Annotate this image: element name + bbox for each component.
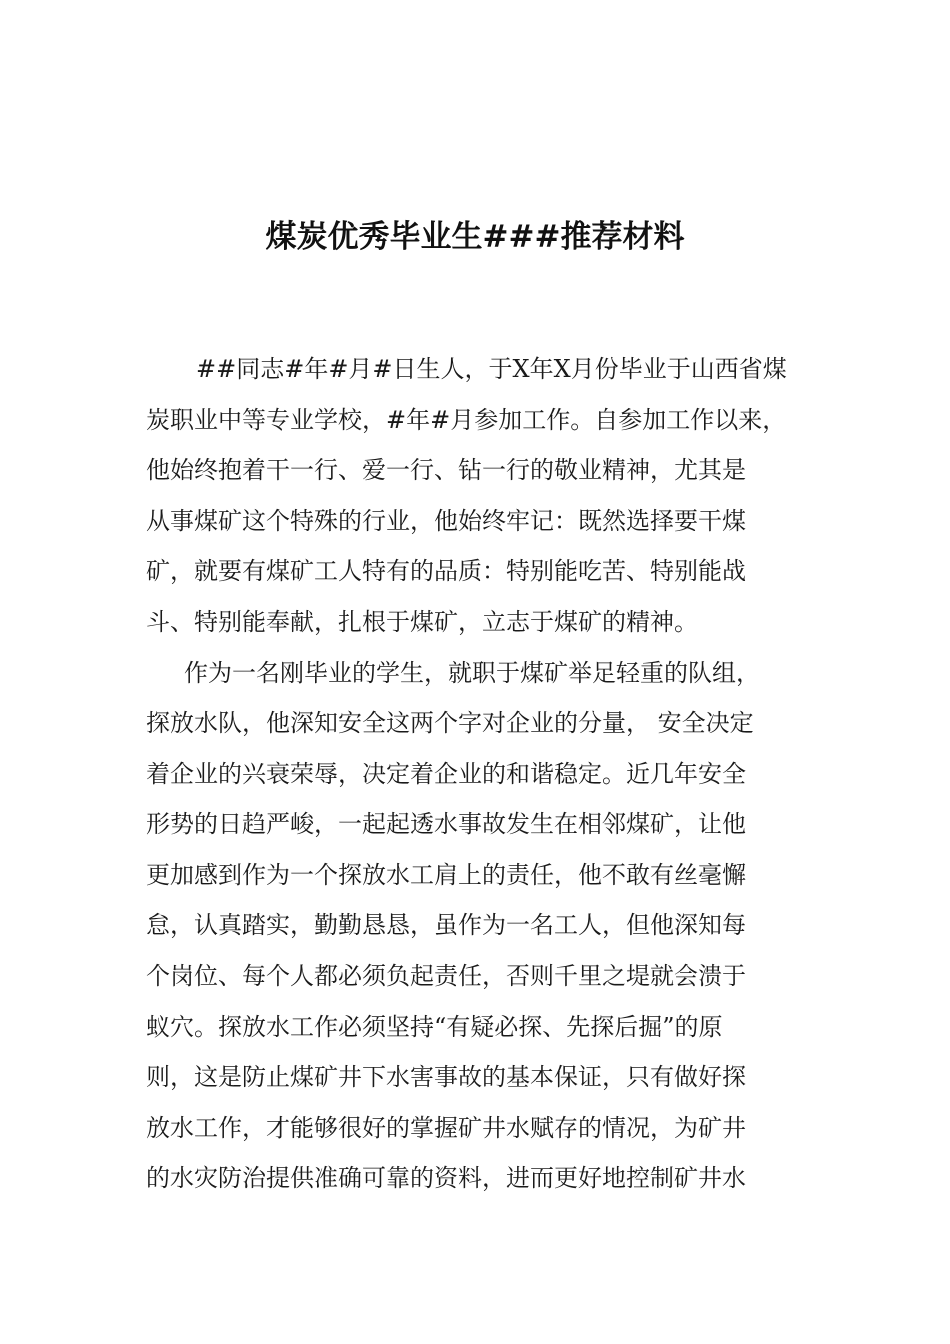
paragraph-line: 炭职业中等专业学校，#年#月参加工作。自参加工作以来， [146, 405, 787, 434]
paragraph-1 [146, 344, 798, 648]
paragraph-line: ##同志#年#月#日生人，于X年X月份毕业于山西省煤 [196, 355, 787, 383]
paragraph-line: 着企业的兴衰荣辱，决定着企业的和谐稳定。近几年安全 [146, 759, 746, 788]
paragraph-line: 怠，认真踏实，勤勤恳恳，虽作为一名工人，但他深知每 [146, 911, 746, 940]
paragraph-line: 形势的日趋严峻，一起起透水事故发生在相邻煤矿，让他 [146, 810, 746, 839]
paragraph-line: 斗、特别能奉献，扎根于煤矿，立志于煤矿的精神。 [146, 607, 698, 636]
paragraph-line: 他始终抱着干一行、爱一行、钻一行的敬业精神，尤其是 [146, 456, 746, 485]
paragraph-line: 从事煤矿这个特殊的行业，他始终牢记：既然选择要干煤 [146, 506, 746, 535]
paragraph-line: 更加感到作为一个探放水工肩上的责任，他不敢有丝毫懈 [146, 860, 746, 889]
paragraph-line: 的水灾防治提供准确可靠的资料，进而更好地控制矿井水 [146, 1164, 746, 1193]
paragraph-line: 探放水队，他深知安全这两个字对企业的分量， 安全决定 [146, 709, 754, 738]
document-title: 煤炭优秀毕业生###推荐材料 [265, 219, 685, 255]
paragraph-line: 放水工作，才能够很好的掌握矿井水赋存的情况，为矿井 [146, 1113, 746, 1142]
paragraph-line: 个岗位、每个人都必须负起责任，否则千里之堤就会溃于 [146, 962, 746, 991]
paragraph-line: 则，这是防止煤矿井下水害事故的基本保证，只有做好探 [146, 1063, 746, 1092]
paragraph-line: 作为一名刚毕业的学生，就职于煤矿举足轻重的队组， [184, 658, 760, 687]
paragraph-2 [146, 648, 798, 1205]
paragraph-line: 矿，就要有煤矿工人特有的品质：特别能吃苦、特别能战 [146, 557, 746, 586]
paragraph-line: 蚁穴。探放水工作必须坚持“有疑必探、先探后掘”的原 [146, 1012, 723, 1041]
